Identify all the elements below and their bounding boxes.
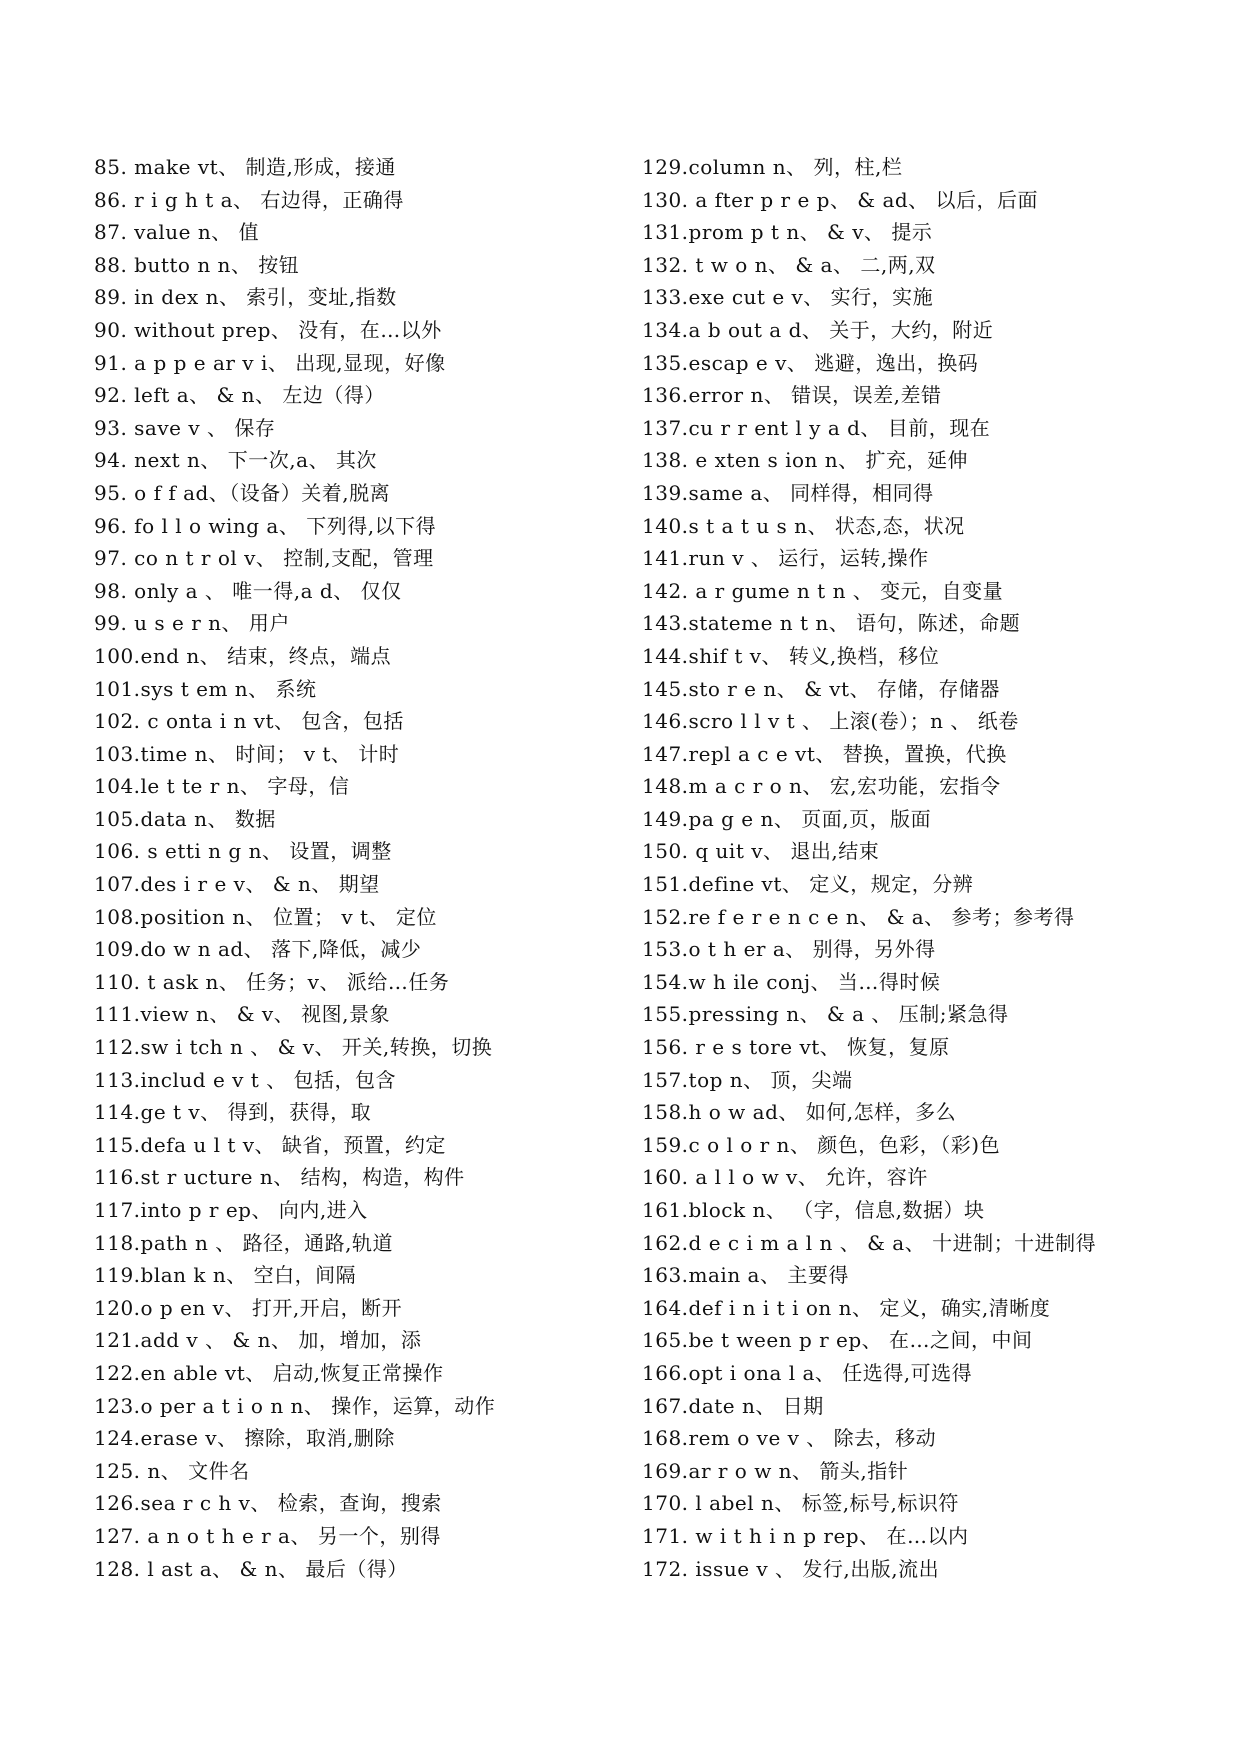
vocabulary-entry: 127. a n o t h e r a、 另一个，别得 [94,1523,441,1548]
vocabulary-entry: 96. fo l l o wing a、 下列得,以下得 [94,513,437,538]
vocabulary-entry: 124.erase v、 擦除，取消,删除 [94,1426,395,1451]
vocabulary-entry: 125. n、 文件名 [94,1458,250,1483]
vocabulary-entry: 88. butto n n、 按钮 [94,252,300,277]
vocabulary-entry: 93. save v 、 保存 [94,415,276,440]
vocabulary-entry: 98. only a 、 唯一得,a d、 仅仅 [94,578,402,603]
vocabulary-entry: 116.st r ucture n、 结构，构造，构件 [94,1165,465,1190]
vocabulary-entry: 115.defa u l t v、 缺省，预置，约定 [94,1132,446,1157]
vocabulary-entry: 135.escap e v、 逃避，逸出，换码 [642,350,979,375]
vocabulary-entry: 147.repl a c e vt、 替换，置换，代换 [642,741,1007,766]
vocabulary-entry: 140.s t a t u s n、 状态,态，状况 [642,513,965,538]
vocabulary-entry: 103.time n、 时间； v t、 计时 [94,741,400,766]
vocabulary-entry: 145.sto r e n、 & vt、 存储，存储器 [642,676,1000,701]
vocabulary-entry: 110. t ask n、 任务；v、 派给…任务 [94,969,450,994]
vocabulary-entry: 146.scro l l v t 、 上滚(卷）；n 、 纸卷 [642,709,1019,734]
vocabulary-entry: 109.do w n ad、 落下,降低，减少 [94,937,422,962]
vocabulary-entry: 95. o f f ad、（设备）关着,脱离 [94,480,391,505]
vocabulary-entry: 86. r i g h t a、 右边得，正确得 [94,187,404,212]
vocabulary-entry: 155.pressing n、 & a 、 压制;紧急得 [642,1002,1009,1027]
vocabulary-entry: 104.le t te r n、 字母，信 [94,774,350,799]
vocabulary-entry: 131.prom p t n、 & v、 提示 [642,220,933,245]
vocabulary-entry: 107.des i r e v、 & n、 期望 [94,872,380,897]
vocabulary-entry: 159.c o l o r n、 颜色，色彩，（彩)色 [642,1132,1001,1157]
vocabulary-entry: 165.be t ween p r ep、 在…之间，中间 [642,1328,1033,1353]
vocabulary-entry: 171. w i t h i n p rep、 在…以内 [642,1523,969,1548]
vocabulary-column-right [642,151,1202,1585]
vocabulary-entry: 106. s etti n g n、 设置，调整 [94,839,392,864]
vocabulary-entry: 164.def i n i t i on n、 定义，确实,清晰度 [642,1295,1051,1320]
vocabulary-entry: 87. value n、 值 [94,220,260,245]
vocabulary-entry: 143.stateme n t n、 语句，陈述，命题 [642,611,1021,636]
vocabulary-entry: 148.m a c r o n、 宏,宏功能，宏指令 [642,774,1001,799]
vocabulary-entry: 169.ar r o w n、 箭头,指针 [642,1458,909,1483]
vocabulary-entry: 141.run v 、 运行，运转,操作 [642,546,929,571]
vocabulary-entry: 154.w h ile conj、 当…得时候 [642,969,941,994]
vocabulary-entry: 121.add v 、 & n、 加，增加，添 [94,1328,422,1353]
vocabulary-entry: 89. in dex n、 索引，变址,指数 [94,285,397,310]
vocabulary-entry: 108.position n、 位置； v t、 定位 [94,904,437,929]
vocabulary-entry: 99. u s e r n、 用户 [94,611,290,636]
vocabulary-entry: 152.re f e r e n c e n、 & a、 参考；参考得 [642,904,1075,929]
vocabulary-entry: 102. c onta i n vt、 包含，包括 [94,709,404,734]
vocabulary-entry: 137.cu r r ent l y a d、 目前，现在 [642,415,991,440]
vocabulary-entry: 105.data n、 数据 [94,806,276,831]
vocabulary-entry: 142. a r gume n t n 、 变元，自变量 [642,578,1004,603]
vocabulary-entry: 149.pa g e n、 页面,页，版面 [642,806,932,831]
vocabulary-entry: 111.view n、 & v、 视图,景象 [94,1002,390,1027]
vocabulary-entry: 150. q uit v、 退出,结束 [642,839,880,864]
vocabulary-entry: 118.path n 、 路径，通路,轨道 [94,1230,393,1255]
vocabulary-entry: 91. a p p e ar v i、 出现,显现，好像 [94,350,446,375]
vocabulary-entry: 161.block n、 （字，信息,数据）块 [642,1198,985,1222]
vocabulary-entry: 157.top n、 顶，尖端 [642,1067,853,1092]
vocabulary-entry: 129.column n、 列，柱,栏 [642,155,903,179]
vocabulary-entry: 151.define vt、 定义，规定，分辨 [642,872,974,897]
vocabulary-entry: 133.exe cut e v、 实行，实施 [642,285,934,310]
vocabulary-entry: 126.sea r c h v、 检索，查询，搜索 [94,1491,442,1516]
vocabulary-entry: 94. next n、 下一次,a、 其次 [94,448,377,473]
vocabulary-entry: 138. e xten s ion n、 扩充，延伸 [642,448,969,473]
vocabulary-entry: 162.d e c i m a l n 、 & a、 十进制；十进制得 [642,1230,1097,1255]
vocabulary-entry: 156. r e s tore vt、 恢复，复原 [642,1035,950,1060]
vocabulary-entry: 130. a fter p r e p、 & ad、 以后，后面 [642,187,1039,212]
vocabulary-entry: 90. without prep、 没有，在…以外 [94,317,442,342]
vocabulary-entry: 119.blan k n、 空白，间隔 [94,1263,357,1288]
vocabulary-entry: 172. issue v 、 发行,出版,流出 [642,1556,940,1581]
vocabulary-entry: 117.into p r ep、 向内,进入 [94,1198,368,1222]
vocabulary-entry: 120.o p en v、 打开,开启，断开 [94,1295,403,1320]
vocabulary-entry: 123.o per a t i o n n、 操作，运算，动作 [94,1393,496,1418]
vocabulary-column-left [94,151,614,1585]
vocabulary-entry: 101.sys t em n、 系统 [94,676,317,701]
vocabulary-entry: 134.a b out a d、 关于，大约，附近 [642,317,994,342]
vocabulary-entry: 100.end n、 结束，终点，端点 [94,643,392,668]
vocabulary-entry: 113.includ e v t 、 包括，包含 [94,1067,397,1092]
vocabulary-entry: 168.rem o ve v 、 除去，移动 [642,1426,937,1451]
vocabulary-entry: 122.en able vt、 启动,恢复正常操作 [94,1360,444,1385]
vocabulary-entry: 158.h o w ad、 如何,怎样，多么 [642,1100,957,1125]
vocabulary-entry: 85. make vt、 制造,形成，接通 [94,155,396,179]
vocabulary-entry: 112.sw i tch n 、 & v、 开关,转换，切换 [94,1035,493,1060]
vocabulary-entry: 97. co n t r ol v、 控制,支配，管理 [94,546,434,571]
vocabulary-entry: 136.error n、 错误，误差,差错 [642,383,942,408]
vocabulary-entry: 132. t w o n、 & a、 二,两,双 [642,252,936,277]
vocabulary-entry: 160. a l l o w v、 允许，容许 [642,1165,928,1190]
vocabulary-entry: 153.o t h er a、 别得，另外得 [642,937,936,962]
vocabulary-entry: 128. l ast a、 & n、 最后（得） [94,1556,408,1581]
vocabulary-entry: 114.ge t v、 得到，获得，取 [94,1100,372,1125]
vocabulary-entry: 166.opt i ona l a、 任选得,可选得 [642,1360,973,1385]
vocabulary-entry: 167.date n、 日期 [642,1393,824,1418]
vocabulary-entry: 139.same a、 同样得，相同得 [642,480,934,505]
vocabulary-entry: 170. l abel n、 标签,标号,标识符 [642,1491,959,1516]
vocabulary-entry: 144.shif t v、 转义,换档，移位 [642,643,940,668]
vocabulary-entry: 163.main a、 主要得 [642,1263,849,1288]
vocabulary-entry: 92. left a、 & n、 左边（得） [94,383,385,408]
